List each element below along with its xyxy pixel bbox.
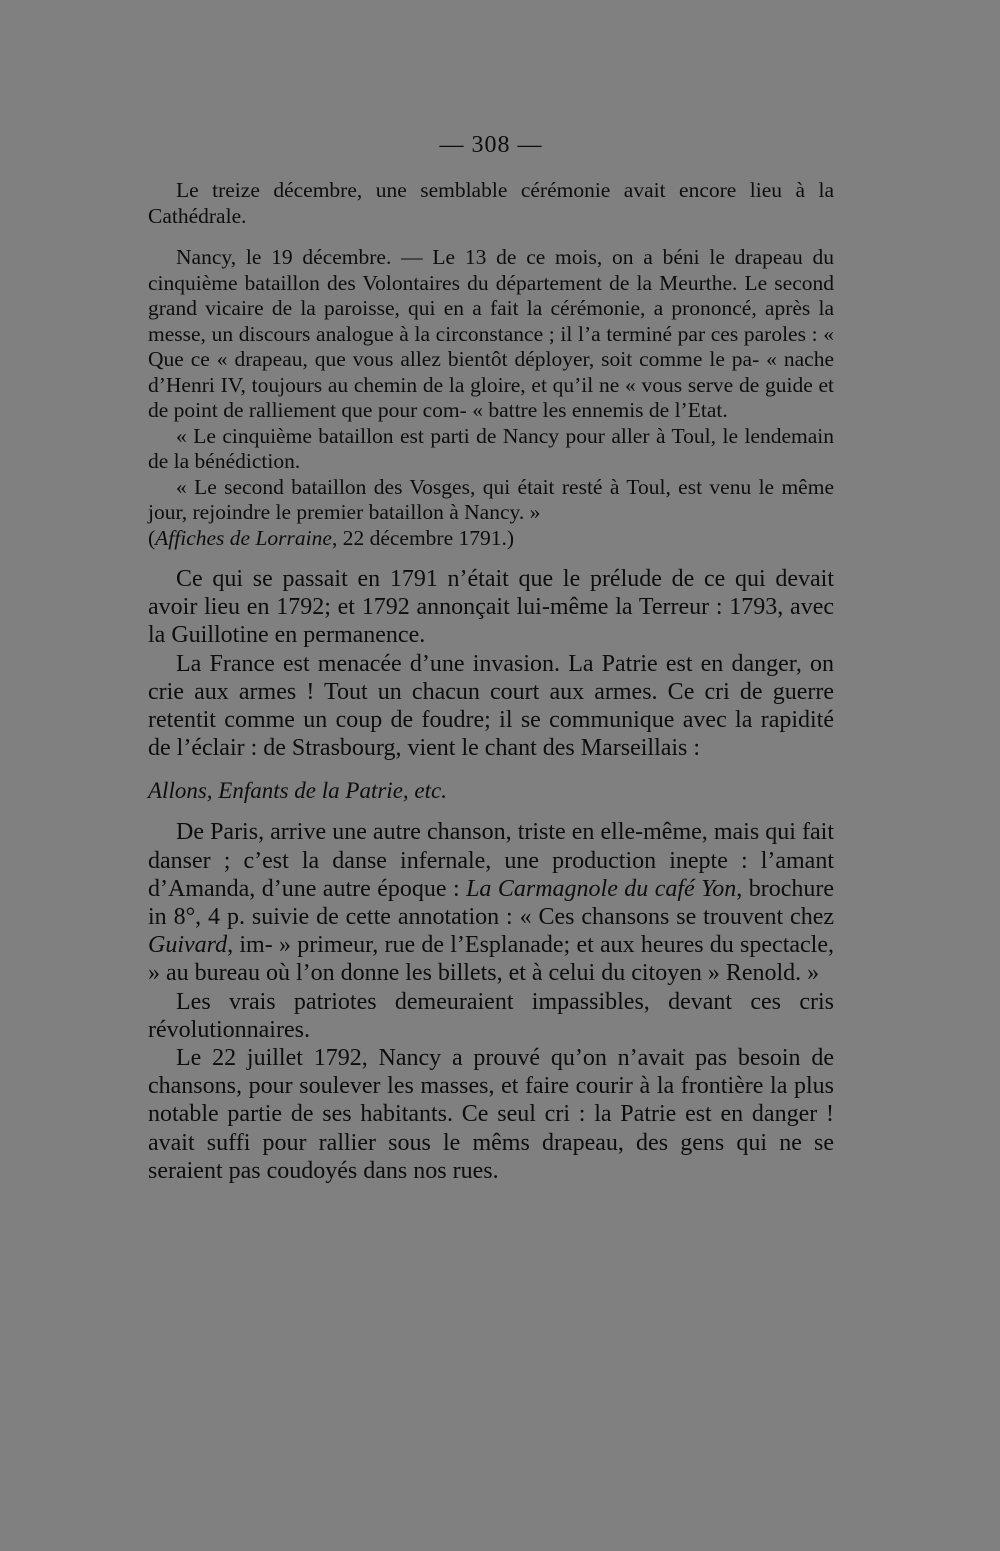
- carmagnole-text-3: , im- » primeur, rue de l’Esplanade; et aux heures du spectacle, » au bureau où l’on donne les billets, et à celui du citoyen » Renold. »: [148, 932, 834, 987]
- paragraph-nancy-flag: Nancy, le 19 décembre. — Le 13 de ce mois, on a béni le drapeau du cinquième bataillon des Volontaires du département de la Meurthe. Le second grand vicaire de la paroisse, qui en a fait la cérémonie, a prononcé, après la messe, un discours analogue à la circonstance ; il l’a terminé par ces paroles : « Que ce « drapeau, que vous allez bientôt déployer, soit comme le pa- « nache d’Henri IV, toujours au chemin de la gloire, et qu’il ne « vous serve de guide et de point de ralliement que pour com- « battre les ennemis de l’Etat.: [148, 245, 834, 422]
- citation-paren: (: [148, 525, 156, 550]
- citation-title: Affiches de Lorraine: [155, 525, 332, 550]
- printer-name: Guivard: [148, 932, 228, 959]
- paragraph-text: Le treize décembre, une semblable cérémonie avait encore lieu à la Cathédrale.: [148, 178, 834, 228]
- carmagnole-text-2: , brochure in 8°, 4 p. suivie de cette annotation : « Ces chansons se trouvent chez: [148, 875, 834, 931]
- paragraph-vosges-battalion: [148, 475, 834, 552]
- citation-date: , 22 décembre 1791.): [331, 525, 515, 550]
- page-number: — 308 —: [439, 132, 543, 158]
- paragraph-cathedrale: [148, 178, 834, 229]
- paragraph-invasion: La France est menacée d’une invasion. La Patrie est en danger, on crie aux armes ! Tout un chacun court aux armes. Ce cri de guerre retentit comme un coup de foudre; il se communique avec la rapidité de l’éclair : de Strasbourg, vient le chant des Marseillais :: [148, 650, 834, 762]
- paragraph-patriots: Les vrais patriotes demeuraient impassibles, devant ces cris révolutionnaires.: [148, 988, 834, 1043]
- paragraph-prelude: Ce qui se passait en 1791 n’était que le prélude de ce qui devait avoir lieu en 1792; et 1792 annonçait lui-même la Terreur : 1793, avec la Guillotine en permanence.: [148, 566, 834, 649]
- book-page: [148, 130, 834, 1185]
- main-text: [148, 565, 834, 1185]
- paragraph-july-1792: Le 22 juillet 1792, Nancy a prouvé qu’on n’avait pas besoin de chansons, pour soulever les masses, et faire courir à la frontière la plus notable partie de ses habitants. Ce seul cri : la Patrie est en danger ! avait suffi pour rallier sous le mêms drapeau, des gens qui ne se seraient pas coudoyés dans nos rues.: [148, 1045, 834, 1184]
- paragraph-carmagnole: [148, 818, 834, 987]
- quoted-newspaper-excerpt: [148, 245, 834, 551]
- carmagnole-text-1: De Paris, arrive une autre chanson, triste en elle-même, mais qui fait danser ; c’est la danse infernale, une production inepte : l’amant d’Amanda, d’une autre époque :: [148, 819, 834, 902]
- carmagnole-title: La Carmagnole du café Yon: [466, 875, 737, 902]
- vosges-text: « Le second bataillon des Vosges, qui était resté à Toul, est venu le même jour, rejoindre le premier bataillon à Nancy. »: [148, 474, 834, 524]
- marseillaise-verse: Allons, Enfants de la Patrie, etc.: [148, 778, 447, 804]
- paragraph-fifth-battalion: « Le cinquième bataillon est parti de Nancy pour aller à Toul, le lendemain de la bénédiction.: [148, 423, 834, 473]
